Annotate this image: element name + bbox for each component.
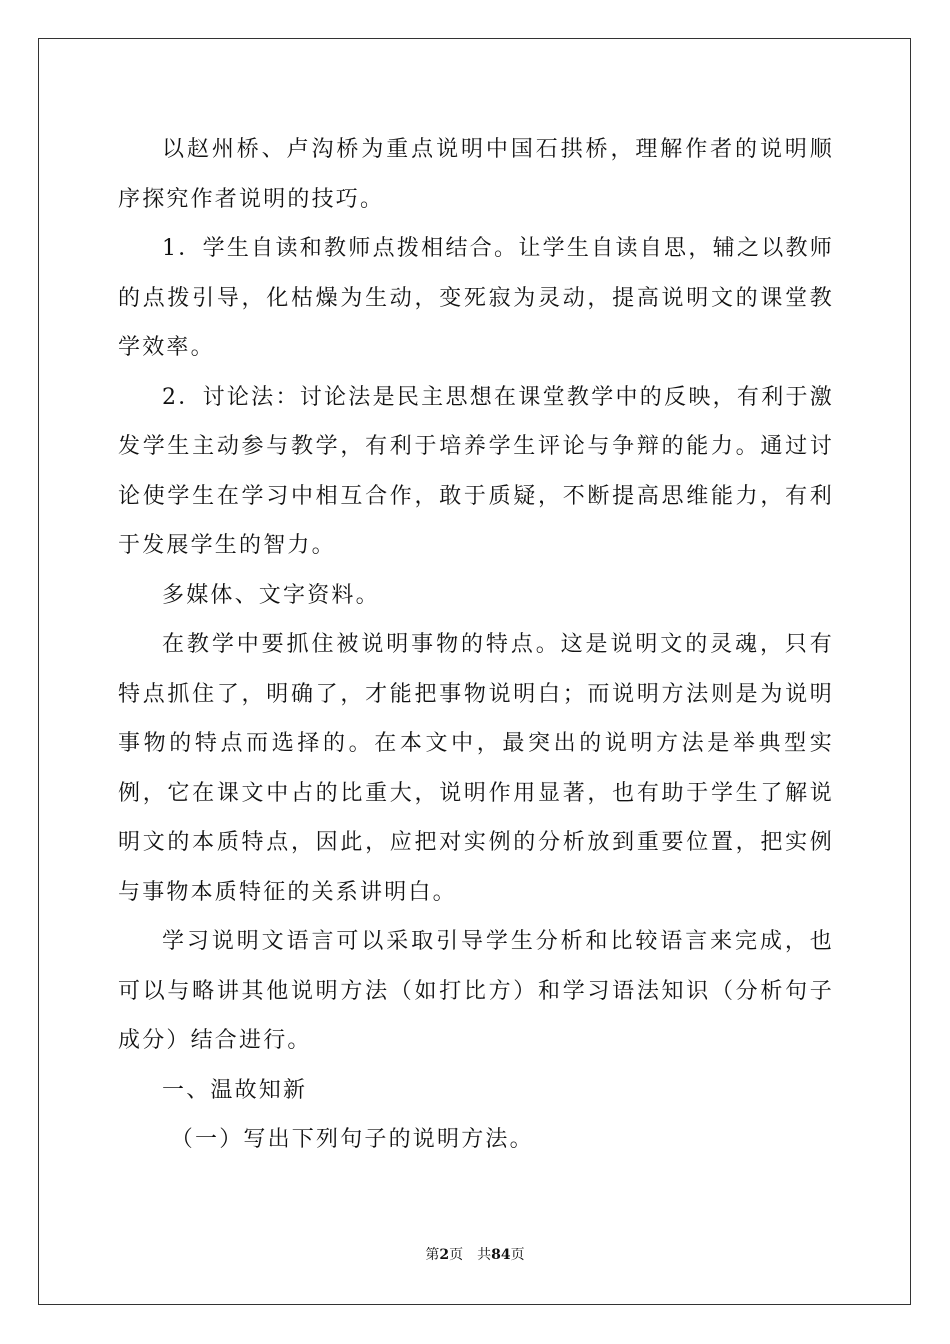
paragraph-key-points: 在教学中要抓住被说明事物的特点。这是说明文的灵魂，只有特点抓住了，明确了，才能把事物说明白；而说明方法则是为说明事物的特点而选择的。在本文中，最突出的说明方法是举典型实例，它在课文中占的比重大，说明作用显著，也有助于学生了解说明文的本质特点，因此，应把对实例的分析放到重要位置，把实例与事物本质特征的关系讲明白。: [118, 632, 834, 905]
paragraph-materials: 多媒体、文字资料。: [162, 582, 380, 608]
paragraph-method-2: 2．讨论法：讨论法是民主思想在课堂教学中的反映，有利于激发学生主动参与教学，有利于培养学生评论与争辩的能力。通过讨论使学生在学习中相互合作，敢于质疑，不断提高思维能力，有利于发展学生的智力。: [118, 384, 834, 558]
section-heading-review: 一、温故知新: [162, 1077, 308, 1103]
document-body: [118, 125, 834, 1165]
footer-page-number: 2: [439, 1247, 450, 1263]
footer-total-prefix: 共: [477, 1247, 492, 1263]
footer-total-pages: 84: [491, 1247, 511, 1263]
page-footer: [0, 1246, 950, 1264]
paragraph-method-1: 1．学生自读和教师点拨相结合。让学生自读自思，辅之以教师的点拨引导，化枯燥为生动，变死寂为灵动，提高说明文的课堂教学效率。: [118, 236, 834, 360]
subsection-heading-exercise: （一）写出下列句子的说明方法。: [170, 1127, 534, 1152]
paragraph-language: 学习说明文语言可以采取引导学生分析和比较语言来完成，也可以与略讲其他说明方法（如打比方）和学习语法知识（分析句子成分）结合进行。: [118, 929, 834, 1053]
footer-page-prefix: 第: [425, 1247, 440, 1263]
footer-total-suffix: 页: [510, 1247, 525, 1263]
footer-page-suffix: 页: [449, 1247, 464, 1263]
paragraph-intro: 以赵州桥、卢沟桥为重点说明中国石拱桥，理解作者的说明顺序探究作者说明的技巧。: [118, 137, 834, 212]
